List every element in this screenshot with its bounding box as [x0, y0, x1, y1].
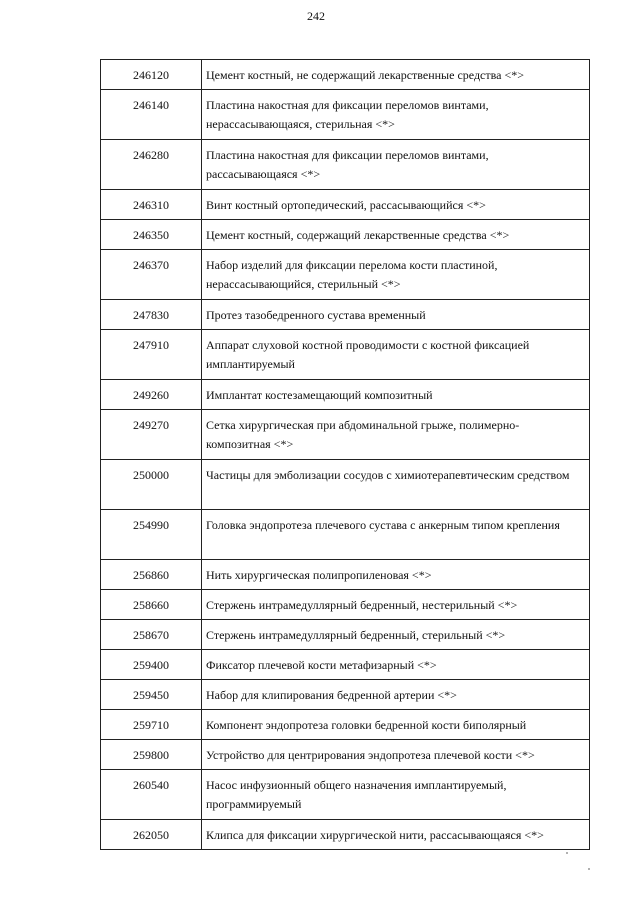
name-cell: Устройство для центрирования эндопротеза плечевой кости <*> [202, 740, 590, 770]
code-cell: 250000 [101, 460, 202, 510]
name-cell: Аппарат слуховой костной проводимости с костной фиксацией имплантируемый [202, 330, 590, 380]
name-cell: Цемент костный, содержащий лекарственные средства <*> [202, 220, 590, 250]
code-cell: 246120 [101, 60, 202, 90]
table-row [101, 510, 590, 560]
code-cell: 259710 [101, 710, 202, 740]
code-cell: 260540 [101, 770, 202, 820]
name-cell: Пластина накостная для фиксации переломов винтами, нерассасывающаяся, стерильная <*> [202, 90, 590, 140]
table-row [101, 250, 590, 300]
name-cell: Имплантат костезамещающий композитный [202, 380, 590, 410]
name-cell: Цемент костный, не содержащий лекарственные средства <*> [202, 60, 590, 90]
table-row [101, 740, 590, 770]
table-row [101, 300, 590, 330]
code-cell: 259450 [101, 680, 202, 710]
code-cell: 256860 [101, 560, 202, 590]
name-cell: Набор для клипирования бедренной артерии <*> [202, 680, 590, 710]
code-cell: 249260 [101, 380, 202, 410]
name-cell: Стержень интрамедуллярный бедренный, стерильный <*> [202, 620, 590, 650]
name-cell: Клипса для фиксации хирургической нити, рассасывающаяся <*> [202, 820, 590, 850]
code-cell: 258660 [101, 590, 202, 620]
name-cell: Винт костный ортопедический, рассасывающийся <*> [202, 190, 590, 220]
table-row [101, 330, 590, 380]
table-row [101, 820, 590, 850]
name-cell: Насос инфузионный общего назначения имплантируемый, программируемый [202, 770, 590, 820]
table-row [101, 710, 590, 740]
name-cell: Набор изделий для фиксации перелома кости пластиной, нерассасывающийся, стерильный <*> [202, 250, 590, 300]
code-cell: 246280 [101, 140, 202, 190]
table-row [101, 650, 590, 680]
code-cell: 254990 [101, 510, 202, 560]
code-cell: 262050 [101, 820, 202, 850]
table-row [101, 410, 590, 460]
table-row [101, 220, 590, 250]
name-cell: Стержень интрамедуллярный бедренный, нестерильный <*> [202, 590, 590, 620]
name-cell: Фиксатор плечевой кости метафизарный <*> [202, 650, 590, 680]
scan-speck [588, 868, 590, 870]
table-row [101, 460, 590, 510]
scan-speck [566, 852, 568, 854]
code-cell: 247830 [101, 300, 202, 330]
table-row [101, 380, 590, 410]
name-cell: Компонент эндопротеза головки бедренной кости биполярный [202, 710, 590, 740]
code-cell: 246370 [101, 250, 202, 300]
table-row [101, 680, 590, 710]
code-cell: 249270 [101, 410, 202, 460]
table-row [101, 560, 590, 590]
name-cell: Головка эндопротеза плечевого сустава с анкерным типом крепления [202, 510, 590, 560]
table-row [101, 190, 590, 220]
table-row [101, 60, 590, 90]
code-cell: 246350 [101, 220, 202, 250]
table-row [101, 140, 590, 190]
table-row [101, 90, 590, 140]
code-cell: 259800 [101, 740, 202, 770]
name-cell: Пластина накостная для фиксации переломов винтами, рассасывающаяся <*> [202, 140, 590, 190]
code-cell: 247910 [101, 330, 202, 380]
table-row [101, 590, 590, 620]
table-row [101, 620, 590, 650]
code-cell: 246140 [101, 90, 202, 140]
name-cell: Нить хирургическая полипропиленовая <*> [202, 560, 590, 590]
code-cell: 246310 [101, 190, 202, 220]
code-cell: 259400 [101, 650, 202, 680]
device-registry-table [100, 59, 590, 850]
table-row [101, 770, 590, 820]
name-cell: Сетка хирургическая при абдоминальной грыже, полимерно-композитная <*> [202, 410, 590, 460]
name-cell: Частицы для эмболизации сосудов с химиотерапевтическим средством [202, 460, 590, 510]
page-number: 242 [307, 9, 325, 23]
code-cell: 258670 [101, 620, 202, 650]
name-cell: Протез тазобедренного сустава временный [202, 300, 590, 330]
